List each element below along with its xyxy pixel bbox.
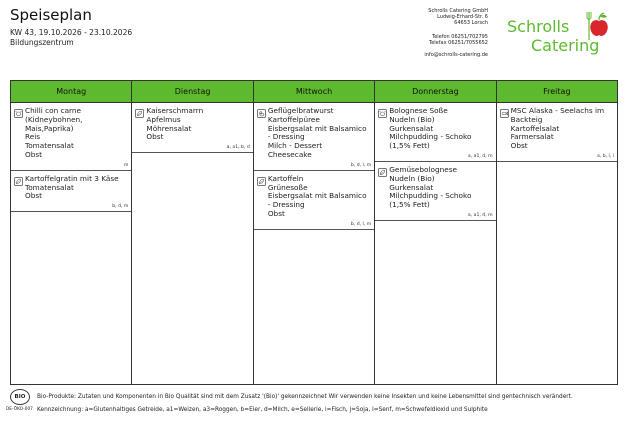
meal-line: Nudeln (Bio) xyxy=(389,114,435,124)
meal-line: Nudeln (Bio) xyxy=(389,173,435,183)
meal-line: - Dressing xyxy=(267,132,305,142)
allergen-legend: Kennzeichnung: a=Glutenhaltiges Getreide, a1=Weizen, a3=Roggen, b=Eier, d=Milch, e=Sellerie, i=Fisch, j=Soja, l=Senf, m=Schwefeldioxid und Sulphite xyxy=(37,407,488,413)
poultry-icon xyxy=(257,109,266,118)
bio-note: Bio-Produkte: Zutaten und Komponenten in Bio Qualität sind mit dem Zusatz '(Bio)' gekennzeichnet Wir verwenden keine Insekten und keine Lebensmittel sind gentechnisch verändert. xyxy=(37,394,573,400)
meal-line: Tomatensalat xyxy=(25,182,74,192)
meal-line: (1,5% Fett) xyxy=(389,141,430,151)
meal-item xyxy=(11,103,131,171)
meal-line: Obst xyxy=(267,208,285,218)
meal-line: Bolognese Soße xyxy=(389,106,448,115)
company-email[interactable]: info@schrolls-catering.de xyxy=(424,52,488,59)
company-fax: Telefax 06251/7055652 xyxy=(429,39,488,46)
day-header: Mittwoch xyxy=(254,81,374,103)
logo-word-schrolls: Schrolls xyxy=(507,17,570,36)
meal-line: Eisbergsalat mit Balsamico xyxy=(267,123,367,133)
meal-line: Reis xyxy=(25,132,41,142)
menu-grid xyxy=(10,80,618,385)
day-header: Montag xyxy=(11,81,131,103)
location: Bildungszentrum xyxy=(10,38,74,47)
meal-line: Kartoffelpüree xyxy=(267,114,320,124)
meal-line: Farmersalat xyxy=(510,132,554,142)
meal-line: Mais,Paprika) xyxy=(25,123,74,133)
logo-word-catering: Catering xyxy=(531,36,600,55)
cow-icon xyxy=(378,109,387,118)
allergen-codes: a, a1, d, m xyxy=(467,212,493,218)
meal-line: Milchpudding - Schoko xyxy=(389,191,472,201)
meal-line: Grünesoße xyxy=(267,182,308,192)
company-address xyxy=(420,8,488,58)
meal-line: Kartoffelgratin mit 3 Käse xyxy=(25,173,119,183)
meal-line: Möhrensalat xyxy=(146,123,192,133)
allergen-codes: b, d, l, m xyxy=(350,162,372,168)
allergen-codes: a, b, l, i xyxy=(596,153,615,159)
day-column-montag xyxy=(11,81,132,384)
allergen-codes: b, d, l, m xyxy=(350,221,372,227)
vegetarian-icon xyxy=(257,177,266,186)
day-column-dienstag xyxy=(132,81,253,384)
fish-icon xyxy=(500,109,509,118)
meal-line: Chilli con carne xyxy=(25,106,82,115)
meal-line: Cheesecake xyxy=(267,149,312,159)
meal-item xyxy=(132,103,252,153)
meal-line: Obst xyxy=(510,141,528,151)
meal-line: Kartoffelsalat xyxy=(510,123,560,133)
meal-line: Backteig xyxy=(510,114,543,124)
day-header: Dienstag xyxy=(132,81,252,103)
meal-line: MSC Alaska - Seelachs im xyxy=(510,106,605,115)
meal-line: Eisbergsalat mit Balsamico xyxy=(267,191,367,201)
meal-line: (1,5% Fett) xyxy=(389,200,430,210)
meal-item xyxy=(497,103,617,162)
meal-item xyxy=(375,103,495,162)
company-name: Schrolls Catering GmbH xyxy=(428,8,488,14)
week-range: KW 43, 19.10.2026 - 23.10.2026 xyxy=(10,28,133,37)
company-logo xyxy=(505,8,615,58)
meal-item xyxy=(375,162,495,221)
meal-item xyxy=(11,171,131,212)
cow-icon xyxy=(14,109,23,118)
apple-icon xyxy=(590,13,608,36)
meal-line: Geflügelbratwurst xyxy=(267,106,334,115)
page-title: Speiseplan xyxy=(10,6,92,24)
day-header: Donnerstag xyxy=(375,81,495,103)
meal-item xyxy=(254,103,374,171)
day-column-freitag xyxy=(497,81,617,384)
allergen-codes: a, a1, b, d xyxy=(226,145,250,151)
company-city: 64653 Lorsch xyxy=(454,20,488,27)
company-street: Ludwig-Erhard-Str. 6 xyxy=(437,14,488,21)
allergen-codes: a, a1, d, m xyxy=(467,153,493,159)
allergen-codes: b, d, m xyxy=(112,204,129,210)
day-column-mittwoch xyxy=(254,81,375,384)
meal-line: Apfelmus xyxy=(146,114,181,124)
vegetarian-icon xyxy=(135,109,144,118)
meal-line: Milch - Dessert xyxy=(267,141,323,151)
meal-line: Gemüsebolognese xyxy=(389,164,458,174)
meal-line: Kaiserschmarrn xyxy=(146,106,204,115)
allergen-codes: m xyxy=(123,162,129,168)
meal-line: Milchpudding - Schoko xyxy=(389,132,472,142)
vegetarian-icon xyxy=(378,168,387,177)
meal-line: (Kidneybohnen, xyxy=(25,114,83,124)
meal-line: Tomatensalat xyxy=(25,141,74,151)
bio-seal: BIO xyxy=(10,389,30,405)
day-header: Freitag xyxy=(497,81,617,103)
bio-code: DE-ÖKO-007 xyxy=(6,407,33,412)
meal-item xyxy=(254,171,374,230)
meal-line: Obst xyxy=(25,191,43,201)
vegetarian-icon xyxy=(14,177,23,186)
company-phone: Telefon 06251/702795 xyxy=(431,33,488,40)
meal-line: Gurkensalat xyxy=(389,123,434,133)
day-column-donnerstag xyxy=(375,81,496,384)
meal-line: Obst xyxy=(146,132,164,142)
meal-line: - Dressing xyxy=(267,200,305,210)
meal-line: Kartoffeln xyxy=(267,173,304,183)
meal-line: Gurkensalat xyxy=(389,182,434,192)
meal-line: Obst xyxy=(25,149,43,159)
